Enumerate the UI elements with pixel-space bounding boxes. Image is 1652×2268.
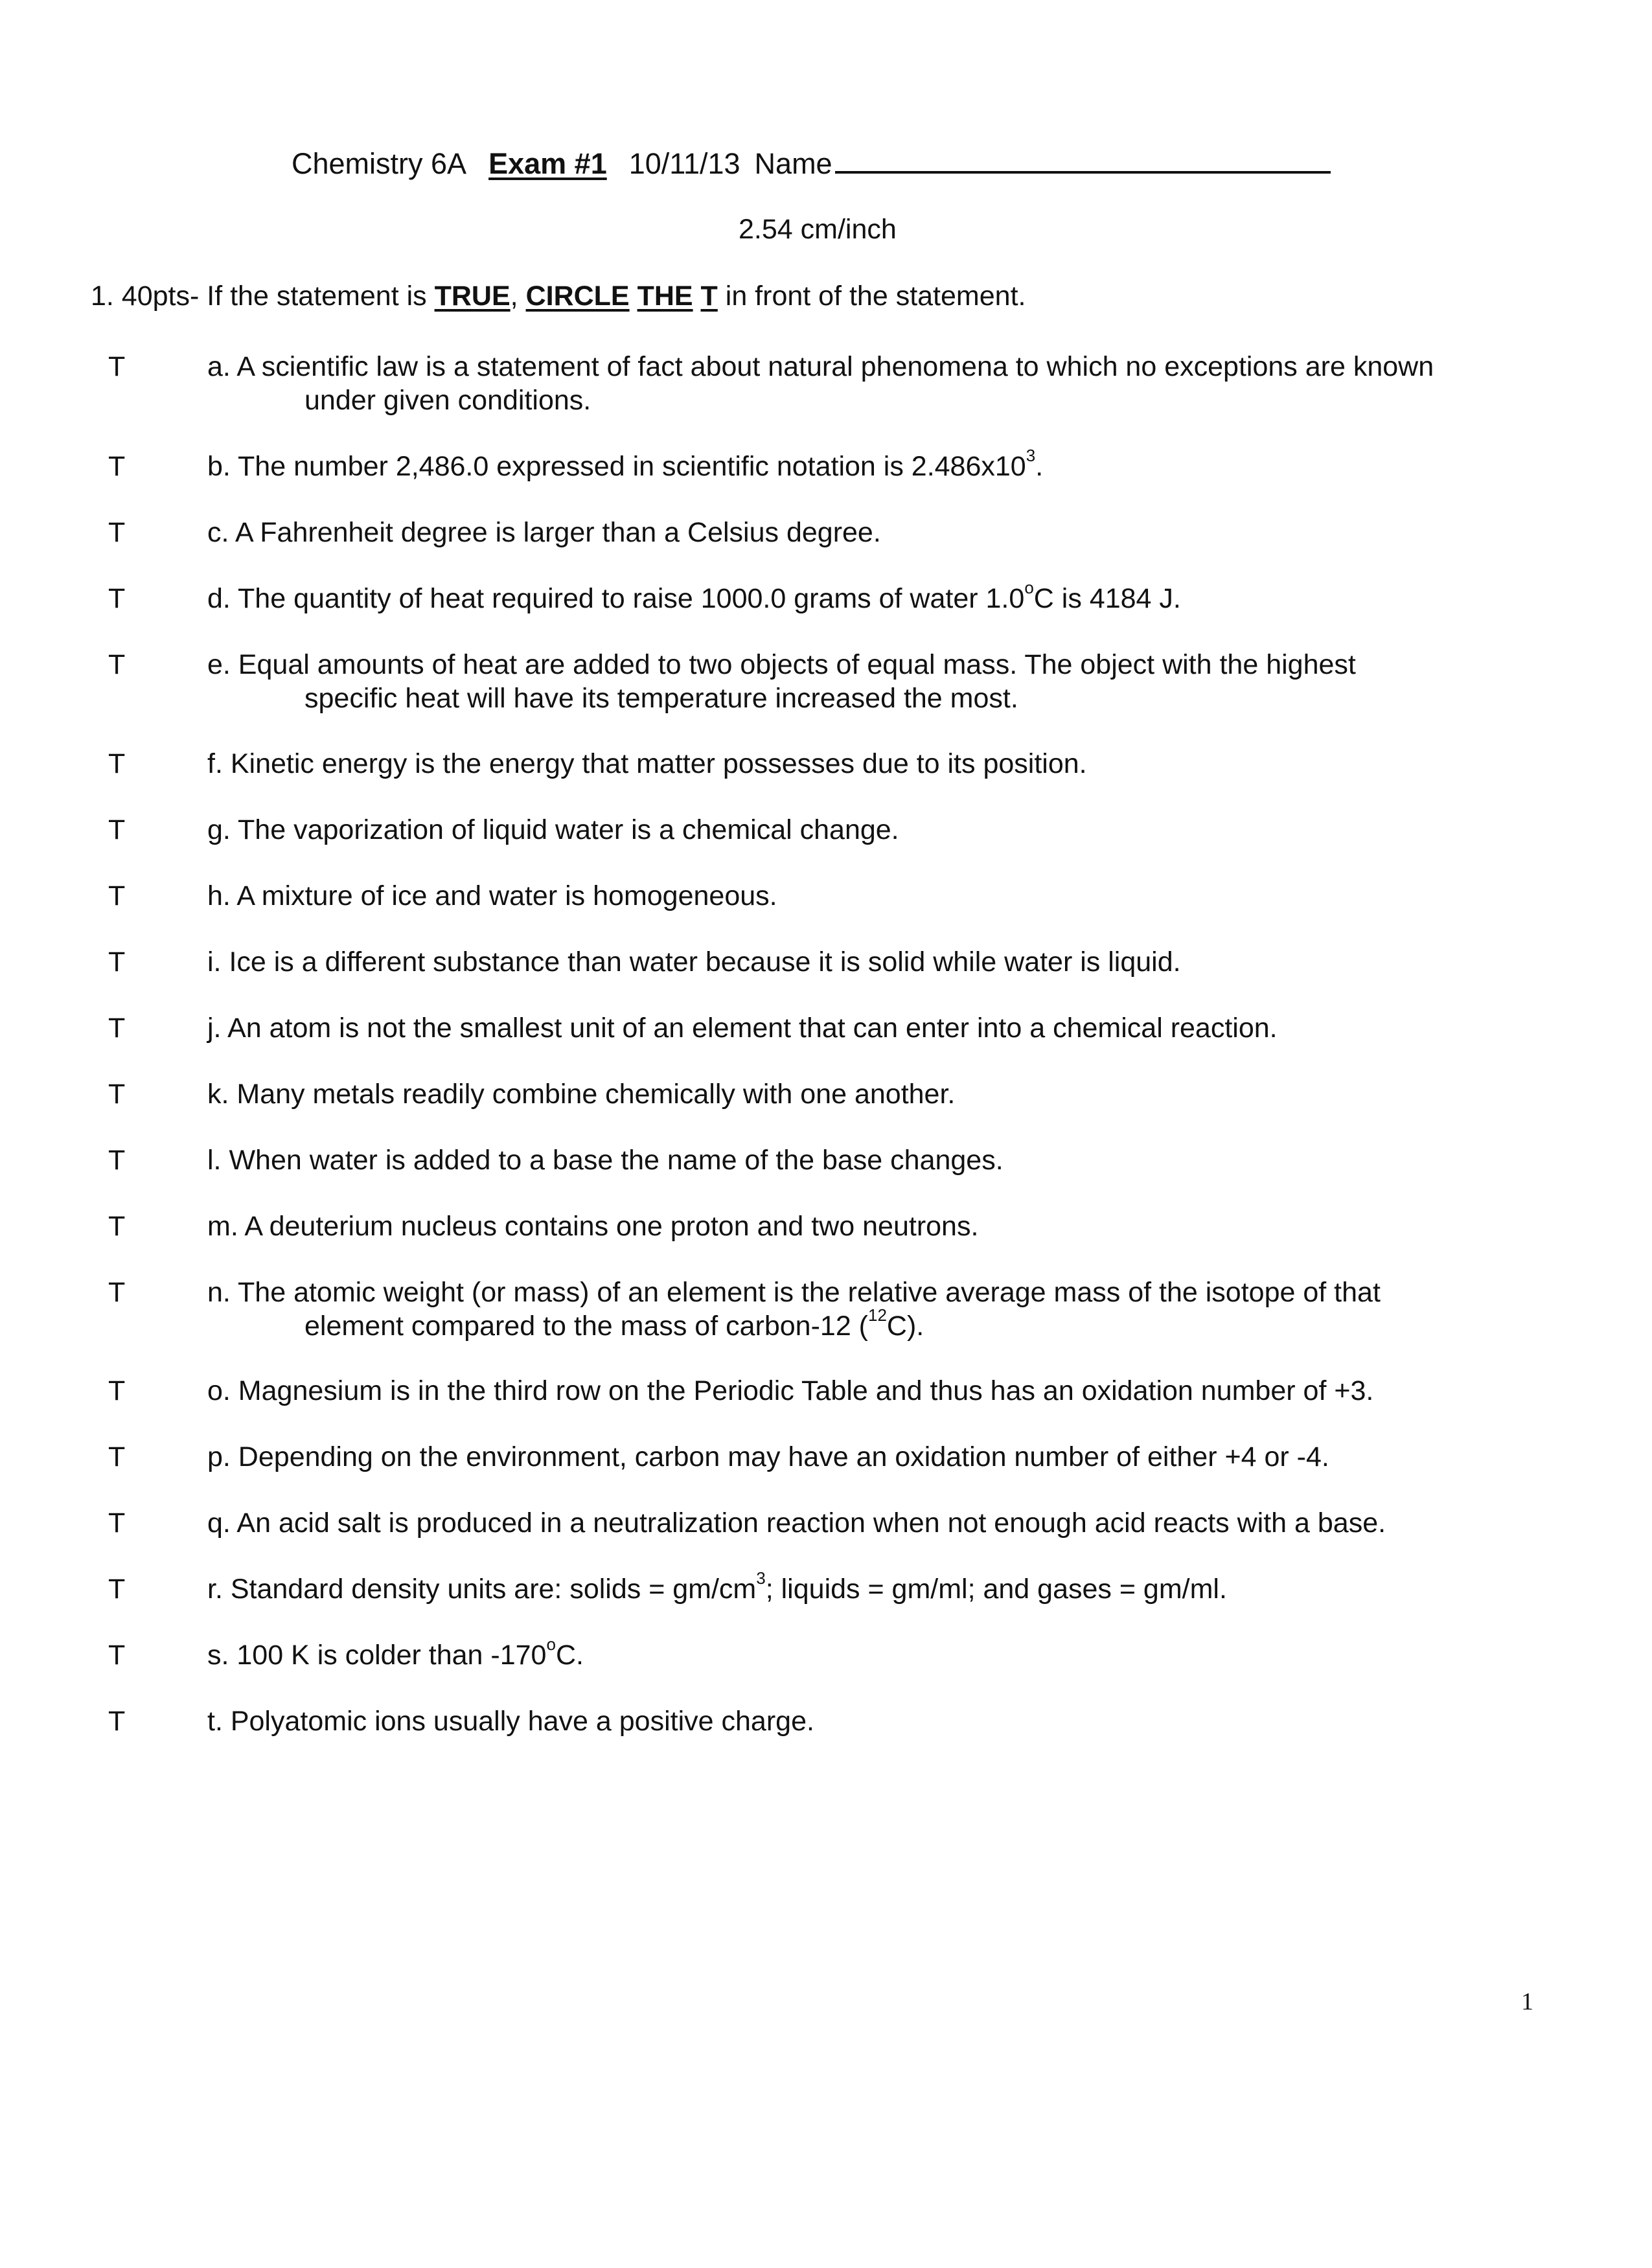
true-marker[interactable]: T (108, 1706, 126, 1737)
superscript: o (1024, 578, 1034, 597)
statement-text-end: C. (555, 1640, 584, 1671)
superscript: 3 (1026, 446, 1036, 465)
statement-text-continued: specific heat will have its temperature increased the most. (304, 683, 1018, 714)
exam-number: Exam #1 (488, 147, 607, 180)
true-marker[interactable]: T (108, 1640, 126, 1671)
name-blank-line (835, 146, 1331, 174)
statement-text: o. Magnesium is in the third row on the Periodic Table and thus has an oxidation number of +3. (207, 1375, 1374, 1406)
unit-conversion-note: 2.54 cm/inch (739, 214, 897, 245)
true-marker[interactable]: T (108, 451, 126, 482)
true-marker[interactable]: T (108, 649, 126, 680)
statement-text-end: . (1035, 451, 1044, 482)
statement-text: l. When water is added to a base the name of the base changes. (207, 1145, 1004, 1176)
true-marker[interactable]: T (108, 351, 126, 382)
statement-text: b. The number 2,486.0 expressed in scientific notation is 2.486x10 (207, 451, 1026, 482)
true-marker[interactable]: T (108, 1441, 126, 1472)
superscript: 12 (868, 1305, 887, 1325)
statement-text: m. A deuterium nucleus contains one proton and two neutrons. (207, 1211, 979, 1242)
true-marker[interactable]: T (108, 946, 126, 978)
true-marker[interactable]: T (108, 583, 126, 614)
statement-text: d. The quantity of heat required to raise 1000.0 grams of water 1.0 (207, 583, 1025, 614)
true-marker[interactable]: T (108, 880, 126, 911)
statement-text-end: C). (886, 1311, 924, 1342)
statement-text: j. An atom is not the smallest unit of an element that can enter into a chemical reaction. (207, 1013, 1278, 1044)
statement-text: s. 100 K is colder than -170 (207, 1640, 547, 1671)
true-marker[interactable]: T (108, 1013, 126, 1044)
statement-text: r. Standard density units are: solids = gm/cm (207, 1574, 757, 1605)
true-marker[interactable]: T (108, 748, 126, 779)
statement-text-continued: under given conditions. (304, 385, 591, 416)
true-marker[interactable]: T (108, 1574, 126, 1605)
true-marker[interactable]: T (108, 1211, 126, 1242)
statement-text-end: ; liquids = gm/ml; and gases = gm/ml. (765, 1574, 1227, 1605)
true-emphasis: TRUE (434, 281, 511, 312)
statement-text: g. The vaporization of liquid water is a chemical change. (207, 814, 899, 845)
true-marker[interactable]: T (108, 814, 126, 845)
superscript: 3 (756, 1568, 766, 1588)
exam-header (292, 146, 1331, 181)
question-prefix: 1. 40pts- If the statement is (91, 281, 435, 312)
statement-text: p. Depending on the environment, carbon may have an oxidation number of either +4 or -4. (207, 1441, 1329, 1472)
statement-text: e. Equal amounts of heat are added to two objects of equal mass. The object with the highest (207, 649, 1356, 680)
statement-text: c. A Fahrenheit degree is larger than a Celsius degree. (207, 517, 881, 548)
statement-text-end: C is 4184 J. (1033, 583, 1181, 614)
t-emphasis: T (700, 281, 718, 312)
true-marker[interactable]: T (108, 1375, 126, 1406)
statement-text: n. The atomic weight (or mass) of an element is the relative average mass of the isotope of that (207, 1277, 1381, 1308)
superscript: o (546, 1634, 556, 1654)
statement-text: t. Polyatomic ions usually have a positive charge. (207, 1706, 814, 1737)
name-label: Name (754, 147, 832, 180)
statement-text: i. Ice is a different substance than water because it is solid while water is liquid. (207, 946, 1181, 978)
question-suffix: in front of the statement. (717, 281, 1026, 312)
course-title: Chemistry 6A (292, 147, 467, 180)
question-comma: , (510, 281, 526, 312)
statement-text-continued: element compared to the mass of carbon-12 ( (304, 1311, 868, 1342)
statement-text: a. A scientific law is a statement of fact about natural phenomena to which no exceptions are known (207, 351, 1434, 382)
exam-date: 10/11/13 (628, 147, 740, 180)
question-instructions (91, 281, 1026, 312)
statement-text: q. An acid salt is produced in a neutralization reaction when not enough acid reacts with a base. (207, 1507, 1386, 1539)
true-marker[interactable]: T (108, 1277, 126, 1308)
true-marker[interactable]: T (108, 1507, 126, 1539)
statement-text: f. Kinetic energy is the energy that matter possesses due to its position. (207, 748, 1087, 779)
page-number: 1 (1521, 1988, 1533, 2015)
true-marker[interactable]: T (108, 1079, 126, 1110)
statement-text: h. A mixture of ice and water is homogeneous. (207, 880, 777, 911)
true-marker[interactable]: T (108, 1145, 126, 1176)
circle-emphasis: CIRCLE (525, 281, 630, 312)
true-marker[interactable]: T (108, 517, 126, 548)
statement-text: k. Many metals readily combine chemically with one another. (207, 1079, 956, 1110)
the-emphasis: THE (637, 281, 693, 312)
